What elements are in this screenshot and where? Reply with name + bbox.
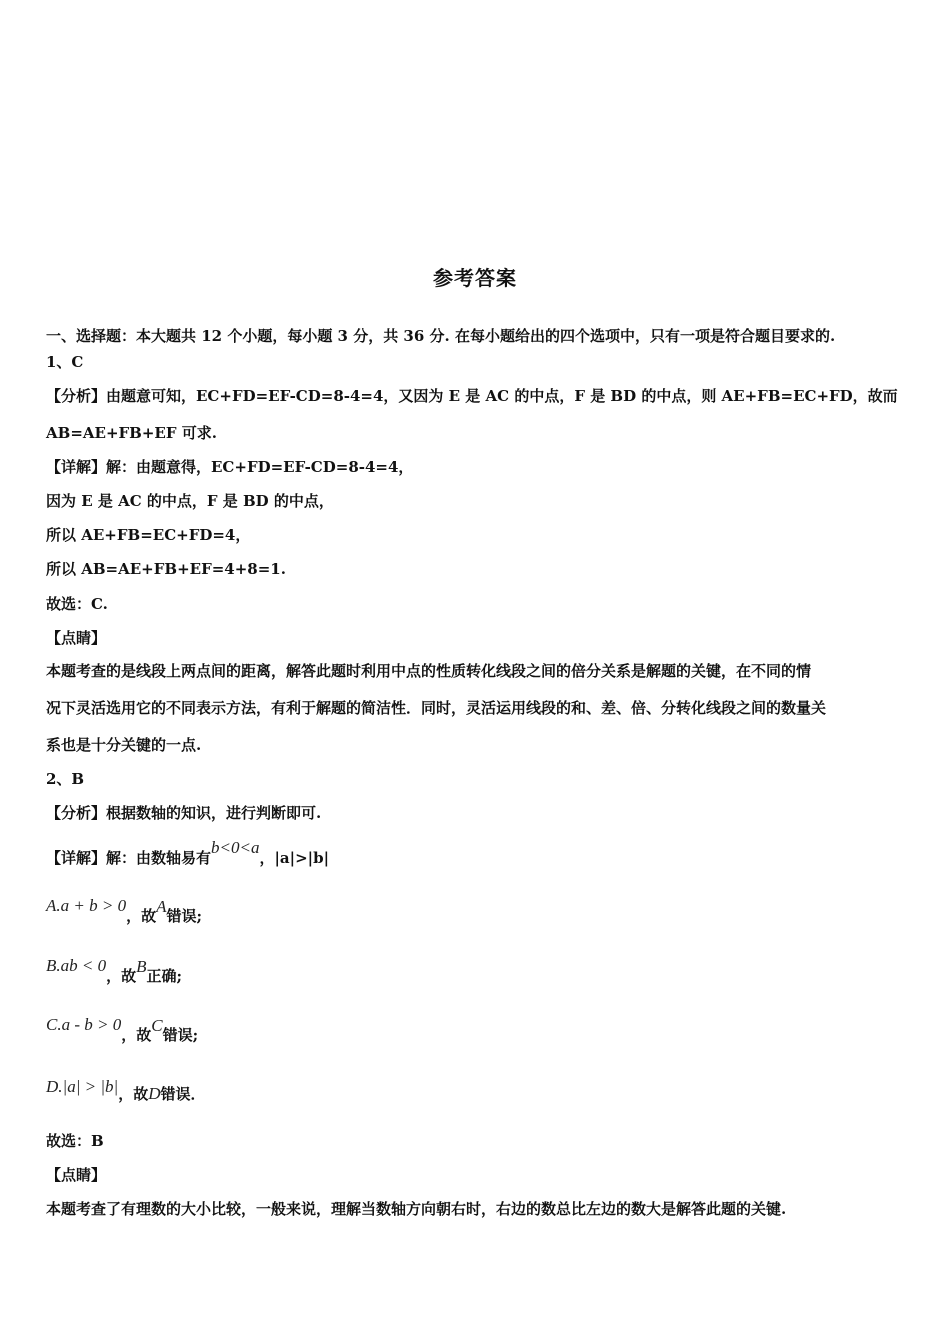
option-c-math: C.a - b > 0: [46, 1015, 122, 1034]
section-header: 一、选择题：本大题共 12 个小题，每小题 3 分，共 36 分. 在每小题给出的四个选项中，只有一项是符合题目要求的.: [46, 327, 836, 345]
q1-detail-line4: 所以 AB=AE+FB+EF=4+8=1.: [46, 560, 286, 578]
q1-analysis-line1: 【分析】由题意可知，EC+FD=EF-CD=8-4=4，又因为 E 是 AC 的中点，F 是 BD 的中点，则 AE+FB=EC+FD，故而: [46, 387, 898, 405]
q1-number: 1、C: [46, 353, 84, 371]
q2-comment-header: 【点睛】: [46, 1166, 107, 1184]
option-b-letter: B: [136, 957, 147, 976]
q2-detail-math: b<0<a: [211, 838, 260, 857]
option-b-mid: ，故: [106, 967, 137, 985]
q1-comment-header: 【点睛】: [46, 629, 107, 647]
q2-analysis: 【分析】根据数轴的知识，进行判断即可.: [46, 804, 322, 822]
option-c-letter: C: [151, 1016, 163, 1035]
q1-detail-line2: 因为 E 是 AC 的中点，F 是 BD 的中点，: [46, 492, 334, 510]
option-d-letter: D: [148, 1084, 161, 1103]
q2-detail: [46, 838, 330, 868]
option-a-letter: A: [156, 897, 167, 916]
q1-answer: 故选：C.: [46, 595, 108, 613]
q2-comment-line1: 本题考查了有理数的大小比较，一般来说，理解当数轴方向朝右时，右边的数总比左边的数大是解答此题的关键.: [46, 1200, 787, 1218]
option-b-end: 正确;: [146, 967, 183, 985]
q2-option-d: [46, 1077, 206, 1104]
option-d-mid: ，故: [118, 1085, 149, 1103]
q1-detail-line1: 【详解】解：由题意得，EC+FD=EF-CD=8-4=4，: [46, 458, 414, 476]
q2-detail-suffix: ，|a|>|b|: [259, 849, 330, 867]
q2-option-c: [46, 1015, 199, 1045]
q2-detail-prefix: 【详解】解：由数轴易有: [46, 849, 212, 867]
option-c-mid: ，故: [121, 1026, 152, 1044]
option-a-math: A.a + b > 0: [46, 896, 127, 915]
option-d-end: 错误．: [160, 1085, 206, 1103]
option-a-end: 错误;: [166, 907, 203, 925]
option-c-end: 错误;: [162, 1026, 199, 1044]
q1-analysis-line2: AB=AE+FB+EF 可求.: [46, 424, 217, 442]
q2-number: 2、B: [46, 770, 85, 788]
q2-option-a: [46, 896, 203, 926]
option-b-math: B.ab < 0: [46, 956, 107, 975]
page-title: 参考答案: [433, 266, 517, 290]
q1-comment-line3: 系也是十分关键的一点.: [46, 736, 202, 754]
option-d-math: D.|a| > |b|: [46, 1077, 119, 1096]
q1-comment-line2: 况下灵活选用它的不同表示方法，有利于解题的简洁性．同时，灵活运用线段的和、差、倍、分转化线段之间的数量关: [46, 699, 827, 717]
option-a-mid: ，故: [126, 907, 157, 925]
q1-comment-line1: 本题考查的是线段上两点间的距离，解答此题时利用中点的性质转化线段之间的倍分关系是解题的关键，在不同的情: [46, 662, 812, 680]
q1-detail-line3: 所以 AE+FB=EC+FD=4，: [46, 526, 251, 544]
q2-answer: 故选：B: [46, 1132, 104, 1150]
q2-option-b: [46, 956, 183, 986]
